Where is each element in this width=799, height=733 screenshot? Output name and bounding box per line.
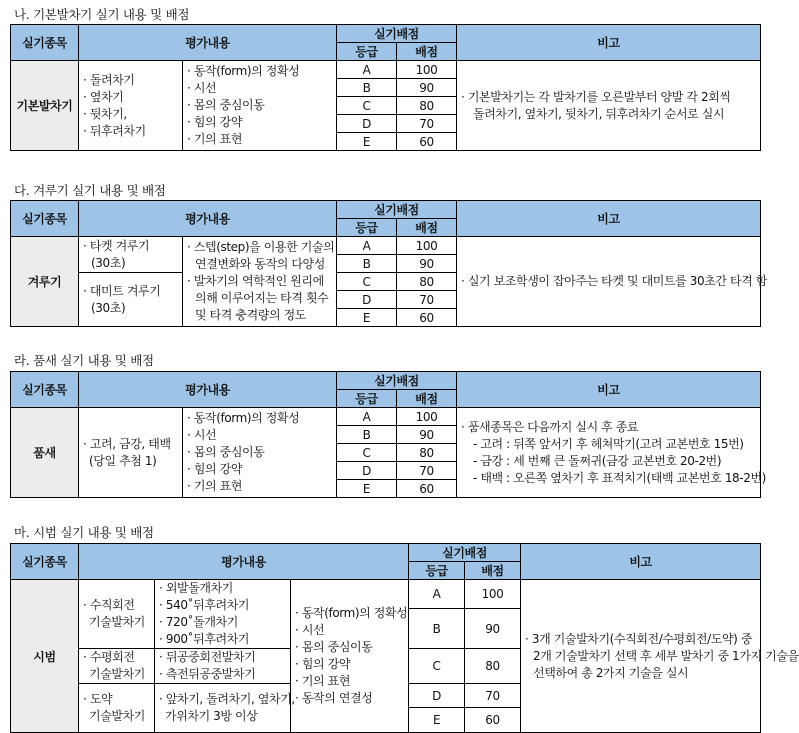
demonstration-table xyxy=(10,543,799,733)
points-cell: 60 xyxy=(397,309,457,327)
header-eval: 평가내용 xyxy=(79,25,337,61)
section-title-poomsae: 라. 품새 실기 내용 및 배점 xyxy=(14,353,154,368)
section-title-basic-kick: 나. 기본발차기 실기 내용 및 배점 xyxy=(14,7,190,22)
kick-item: · 측전뒤공중발차기 xyxy=(159,666,290,683)
sparring-criteria-cell xyxy=(183,237,337,327)
points-cell: 80 xyxy=(397,97,457,115)
points-cell: 70 xyxy=(397,462,457,480)
criteria-item: · 기의 표현 xyxy=(187,131,336,148)
kick-item: · 뒤공중회전발차기 xyxy=(159,649,290,666)
header-item: 실기종목 xyxy=(11,544,79,580)
poomsae-list-cell xyxy=(79,408,183,498)
points-cell: 60 xyxy=(397,480,457,498)
criteria-item: · 동작(form)의 정확성 xyxy=(187,63,336,80)
criteria-list xyxy=(183,61,337,151)
criteria-item: · 동작의 연결성 xyxy=(295,690,408,707)
horizontal-spin-label: · 수평회전 xyxy=(83,650,135,664)
grade-cell: D xyxy=(337,115,397,133)
header-points: 배점 xyxy=(397,390,457,408)
jump-kicks xyxy=(155,684,295,733)
grade-cell: C xyxy=(337,97,397,115)
header-points: 배점 xyxy=(397,219,457,237)
header-eval: 평가내용 xyxy=(79,372,337,408)
kick-item: · 뒷차기, xyxy=(83,106,182,123)
criteria-item: · 동작(form)의 정확성 xyxy=(295,605,408,622)
points-cell: 100 xyxy=(397,237,457,255)
grade-cell: A xyxy=(337,61,397,79)
item-demonstration: 시범 xyxy=(11,580,79,733)
criteria-item: · 힘의 강약 xyxy=(187,114,336,131)
header-points: 배점 xyxy=(465,562,521,580)
basic-kick-table xyxy=(10,24,761,151)
criteria-line: · 스텝(step)을 이용한 기술의 xyxy=(187,240,335,254)
kick-item: · 외발돌개차기 xyxy=(159,580,290,597)
header-score: 실기배점 xyxy=(337,372,457,390)
kick-item: · 돌려차기 xyxy=(83,72,182,89)
item-poomsae: 품새 xyxy=(11,408,79,498)
grade-cell: E xyxy=(337,309,397,327)
grade-cell: C xyxy=(337,444,397,462)
target-sparring-label: · 타켓 겨루기 xyxy=(83,238,150,253)
remark-line: - 태백 : 오른쪽 옆차기 후 표적치기(태백 교본번호 18-2번) xyxy=(473,470,766,485)
grade-cell: E xyxy=(337,480,397,498)
points-cell: 70 xyxy=(465,684,521,708)
poomsae-draw-note: (당일 추첨 1) xyxy=(89,453,157,468)
header-grade: 등급 xyxy=(337,219,397,237)
target-sparring-duration: (30초) xyxy=(91,255,126,270)
remarks-cell xyxy=(457,61,761,151)
criteria-item: · 몸의 중심이동 xyxy=(295,639,408,656)
criteria-line: 의해 이루어지는 타격 횟수 xyxy=(195,291,329,305)
criteria-line: 연결변화와 동작의 다양성 xyxy=(195,257,325,271)
header-eval: 평가내용 xyxy=(79,544,409,580)
points-cell: 90 xyxy=(397,426,457,444)
target-sparring-cell xyxy=(79,237,183,273)
jump-label: 기술발차기 xyxy=(89,709,145,723)
remark-line: · 품새종목은 다음까지 실시 후 종료 xyxy=(461,419,639,434)
header-score: 실기배점 xyxy=(337,201,457,219)
header-item: 실기종목 xyxy=(11,372,79,408)
section-title-sparring: 다. 겨루기 실기 내용 및 배점 xyxy=(14,183,166,198)
vertical-spin-cell xyxy=(79,580,155,649)
points-cell: 80 xyxy=(397,444,457,462)
kick-item: · 900˚뒤후려차기 xyxy=(159,631,290,648)
poomsae-names: · 고려, 금강, 태백 xyxy=(83,436,171,451)
header-remarks: 비고 xyxy=(521,544,761,580)
dummy-sparring-duration: (30초) xyxy=(91,300,126,315)
header-remarks: 비고 xyxy=(457,201,761,237)
kick-item: · 앞차기, 돌려차기, 옆차기, xyxy=(159,692,295,706)
grade-cell: E xyxy=(409,708,465,733)
grade-cell: C xyxy=(337,273,397,291)
item-sparring: 겨루기 xyxy=(11,237,79,327)
criteria-item: · 기의 표현 xyxy=(295,673,408,690)
criteria-item: · 시선 xyxy=(295,622,408,639)
dummy-sparring-label: · 대미트 겨루기 xyxy=(83,283,161,298)
criteria-item: · 동작(form)의 정확성 xyxy=(187,410,336,427)
points-cell: 90 xyxy=(465,609,521,649)
header-grade: 등급 xyxy=(337,390,397,408)
dummy-sparring-cell xyxy=(79,273,183,327)
grade-cell: E xyxy=(337,133,397,151)
points-cell: 100 xyxy=(397,408,457,426)
criteria-item: · 힘의 강약 xyxy=(187,461,336,478)
header-score: 실기배점 xyxy=(337,25,457,43)
remarks-cell xyxy=(457,408,766,498)
header-remarks: 비고 xyxy=(457,372,761,408)
criteria-line: 및 타격 충격량의 정도 xyxy=(195,308,306,322)
grade-cell: C xyxy=(409,649,465,684)
points-cell: 80 xyxy=(465,649,521,684)
grade-cell: D xyxy=(337,291,397,309)
criteria-item: · 힘의 강약 xyxy=(295,656,408,673)
poomsae-table xyxy=(10,371,766,498)
kick-list xyxy=(79,61,183,151)
kick-item: 가위차기 3방 이상 xyxy=(165,709,258,723)
criteria-item: · 시선 xyxy=(187,80,336,97)
grade-cell: A xyxy=(337,237,397,255)
remarks-cell xyxy=(457,237,768,327)
points-cell: 70 xyxy=(397,291,457,309)
vertical-spin-kicks xyxy=(155,580,291,649)
header-eval: 평가내용 xyxy=(79,201,337,237)
header-grade: 등급 xyxy=(409,562,465,580)
jump-cell xyxy=(79,684,155,733)
criteria-list xyxy=(183,408,337,498)
horizontal-spin-label: 기술발차기 xyxy=(89,667,145,681)
grade-cell: A xyxy=(337,408,397,426)
item-basic-kick: 기본발차기 xyxy=(11,61,79,151)
kick-item: · 뒤후려차기 xyxy=(83,123,182,140)
grade-cell: A xyxy=(409,580,465,609)
kick-item: · 720˚돌개차기 xyxy=(159,614,290,631)
points-cell: 90 xyxy=(397,79,457,97)
criteria-list xyxy=(291,580,409,733)
kick-item: · 540˚뒤후려차기 xyxy=(159,597,290,614)
remark-line: 2개 기술발차기 선택 후 세부 발차기 중 1가지 기술을 xyxy=(533,648,799,663)
remark-line: 돌려차기, 옆차기, 뒷차기, 뒤후려차기 순서로 실시 xyxy=(473,106,725,121)
vertical-spin-label: 기술발차기 xyxy=(89,615,145,629)
grade-cell: B xyxy=(337,255,397,273)
points-cell: 90 xyxy=(397,255,457,273)
header-item: 실기종목 xyxy=(11,25,79,61)
remark-line: · 실기 보조학생이 잡아주는 타켓 및 대미트를 30초간 타격 함 xyxy=(461,274,768,288)
grade-cell: D xyxy=(409,684,465,708)
header-item: 실기종목 xyxy=(11,201,79,237)
sparring-table xyxy=(10,200,768,327)
remark-line: · 기본발차기는 각 발차기를 오른발부터 양발 각 2회씩 xyxy=(461,89,731,104)
points-cell: 60 xyxy=(397,133,457,151)
remark-line: - 금강 : 세 번째 큰 돌쩌귀(금강 교본번호 20-2번) xyxy=(473,453,722,468)
criteria-item: · 시선 xyxy=(187,427,336,444)
criteria-item: · 몸의 중심이동 xyxy=(187,444,336,461)
criteria-line: · 발차기의 역학적인 원리에 xyxy=(187,274,324,288)
criteria-item: · 기의 표현 xyxy=(187,478,336,495)
horizontal-spin-cell xyxy=(79,649,155,684)
grade-cell: B xyxy=(409,609,465,649)
points-cell: 70 xyxy=(397,115,457,133)
section-title-demonstration: 마. 시범 실기 내용 및 배점 xyxy=(14,525,154,540)
horizontal-spin-kicks xyxy=(155,649,291,684)
remarks-cell xyxy=(521,580,799,733)
header-grade: 등급 xyxy=(337,43,397,61)
header-score: 실기배점 xyxy=(409,544,521,562)
grade-cell: B xyxy=(337,79,397,97)
remark-line: 선택하여 총 2가지 기술을 실시 xyxy=(533,665,689,680)
grade-cell: B xyxy=(337,426,397,444)
points-cell: 60 xyxy=(465,708,521,733)
jump-label: · 도약 xyxy=(83,692,113,706)
vertical-spin-label: · 수직회전 xyxy=(83,598,135,612)
header-remarks: 비고 xyxy=(457,25,761,61)
points-cell: 100 xyxy=(465,580,521,609)
grade-cell: D xyxy=(337,462,397,480)
points-cell: 100 xyxy=(397,61,457,79)
remark-line: · 3개 기술발차기(수직회전/수평회전/도약) 중 xyxy=(525,631,753,646)
points-cell: 80 xyxy=(397,273,457,291)
criteria-item: · 몸의 중심이동 xyxy=(187,97,336,114)
remark-line: - 고려 : 뒤쪽 앞서기 후 헤쳐막기(고려 교본번호 15번) xyxy=(473,436,744,451)
header-points: 배점 xyxy=(397,43,457,61)
kick-item: · 옆차기 xyxy=(83,89,182,106)
